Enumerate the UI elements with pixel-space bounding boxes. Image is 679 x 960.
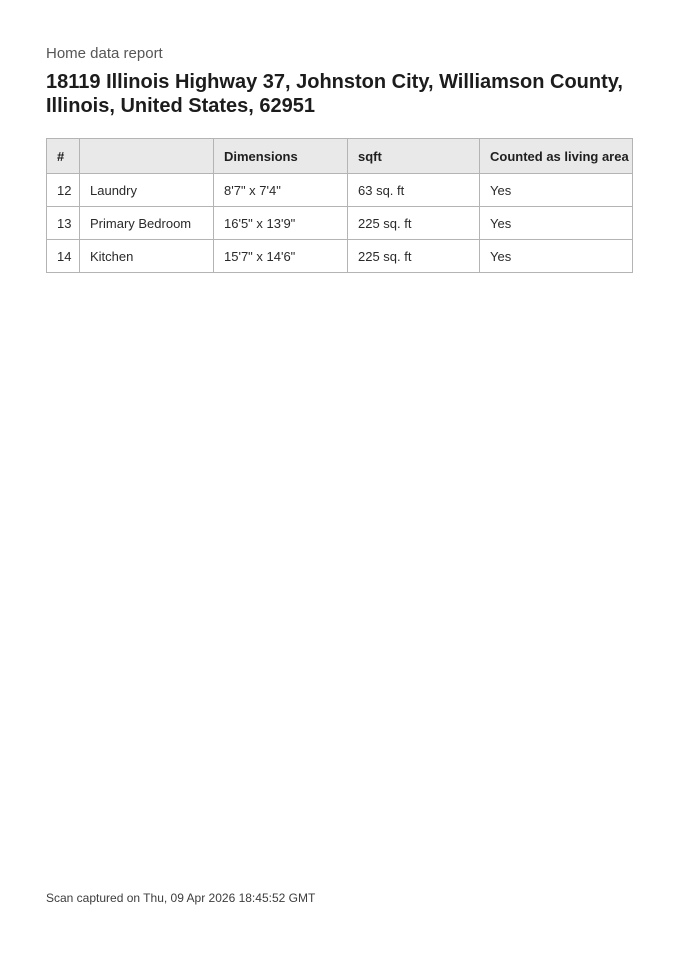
table-body — [47, 174, 633, 273]
cell-sqft: 225 sq. ft — [348, 240, 480, 273]
cell-room-name: Kitchen — [80, 240, 214, 273]
rooms-table — [46, 138, 633, 273]
table-row — [47, 207, 633, 240]
page-title: 18119 Illinois Highway 37, Johnston City, Williamson County, Illinois, United States, 62951 — [46, 71, 623, 117]
column-header-room — [80, 139, 214, 174]
cell-dimensions: 8'7" x 7'4" — [214, 174, 348, 207]
cell-dimensions: 15'7" x 14'6" — [214, 240, 348, 273]
cell-sqft: 63 sq. ft — [348, 174, 480, 207]
column-header-living-area: Counted as living area — [480, 139, 633, 174]
column-header-number: # — [47, 139, 80, 174]
cell-living-area: Yes — [480, 207, 633, 240]
column-header-dimensions: Dimensions — [214, 139, 348, 174]
cell-living-area: Yes — [480, 174, 633, 207]
table-row — [47, 174, 633, 207]
cell-sqft: 225 sq. ft — [348, 207, 480, 240]
report-content — [0, 0, 679, 273]
column-header-sqft: sqft — [348, 139, 480, 174]
cell-dimensions: 16'5" x 13'9" — [214, 207, 348, 240]
cell-room-name: Primary Bedroom — [80, 207, 214, 240]
table-header-row — [47, 139, 633, 174]
scan-timestamp: Scan captured on Thu, 09 Apr 2026 18:45:52 GMT — [46, 891, 316, 905]
cell-number: 14 — [47, 240, 80, 273]
cell-room-name: Laundry — [80, 174, 214, 207]
cell-number: 13 — [47, 207, 80, 240]
table-row — [47, 240, 633, 273]
cell-living-area: Yes — [480, 240, 633, 273]
cell-number: 12 — [47, 174, 80, 207]
report-type-label: Home data report — [46, 45, 163, 62]
